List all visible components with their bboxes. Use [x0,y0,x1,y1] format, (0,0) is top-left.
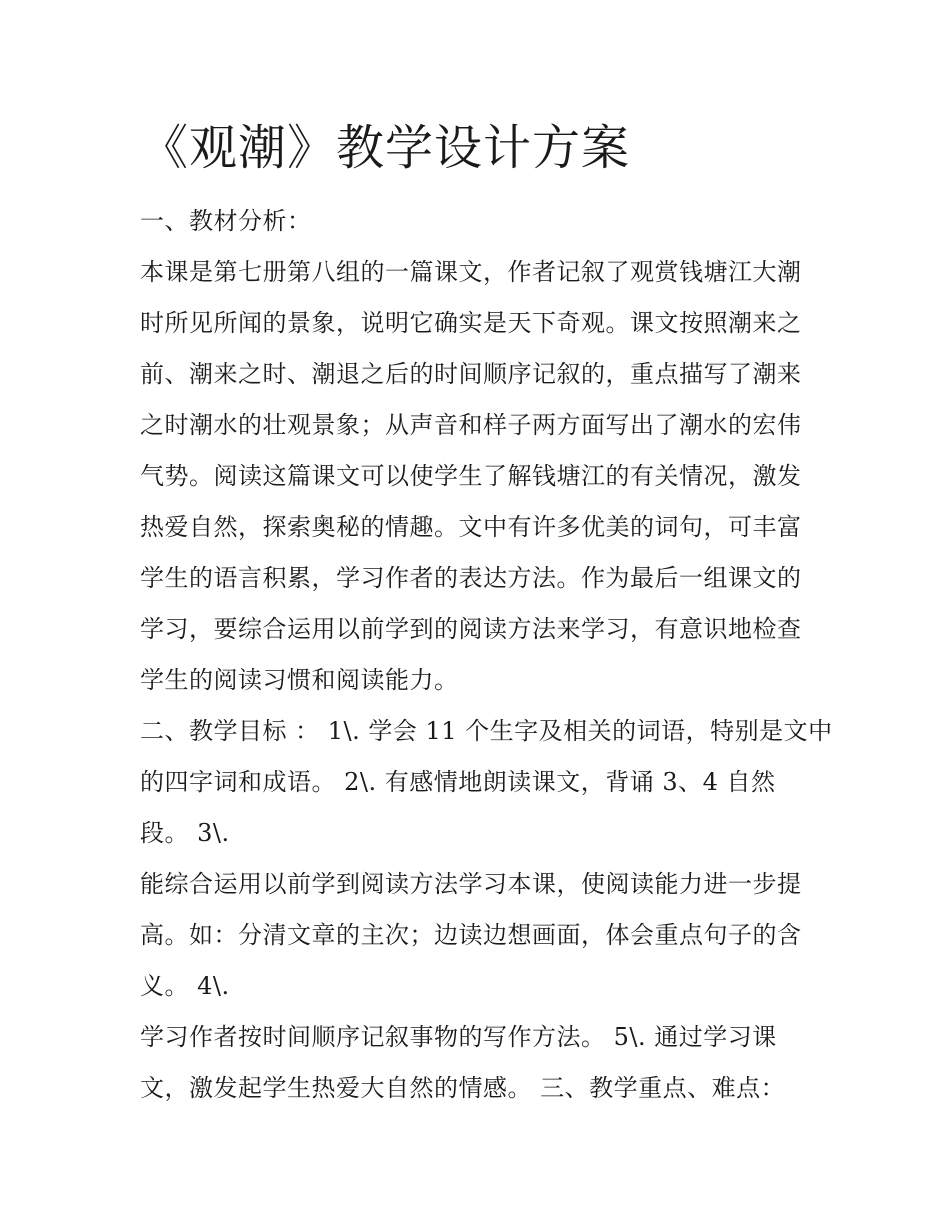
text-line: 时所见所闻的景象，说明它确实是天下奇观。课文按照潮来之 [140,309,802,337]
text-line: 学生的语言积累，学习作者的表达方法。作为最后一组课文的 [140,564,802,592]
text-line: 之时潮水的壮观景象；从声音和样子两方面写出了潮水的宏伟 [140,411,802,439]
text-line: 高。如：分清文章的主次；边读边想画面，体会重点句子的含 [140,921,802,949]
document-title: 《观潮》教学设计方案 [140,120,631,176]
text-line: 二、教学目标 ： 1\. 学会 11 个生字及相关的词语，特别是文中 [140,717,833,745]
text-line: 学生的阅读习惯和阅读能力。 [140,666,459,694]
text-line: 的四字词和成语。 2\. 有感情地朗读课文，背诵 3、4 自然 [140,768,776,796]
text-line: 能综合运用以前学到阅读方法学习本课，使阅读能力进一步提 [140,870,802,898]
text-line: 义。 4\. [140,972,230,1000]
text-line: 段。 3\. [140,819,230,847]
text-line: 学习作者按时间顺序记叙事物的写作方法。 5\. 通过学习课 [140,1023,777,1051]
text-line: 文，激发起学生热爱大自然的情感。 三、教学重点、难点： [140,1074,786,1102]
text-line: 前、潮来之时、潮退之后的时间顺序记叙的，重点描写了潮来 [140,360,802,388]
text-line: 气势。阅读这篇课文可以使学生了解钱塘江的有关情况，激发 [140,462,802,490]
text-line: 学习，要综合运用以前学到的阅读方法来学习，有意识地检查 [140,615,802,643]
document-body [140,196,833,1114]
text-line: 热爱自然，探索奥秘的情趣。文中有许多优美的词句，可丰富 [140,513,802,541]
text-line: 一、教材分析： [140,207,312,235]
text-line: 本课是第七册第八组的一篇课文，作者记叙了观赏钱塘江大潮 [140,258,802,286]
